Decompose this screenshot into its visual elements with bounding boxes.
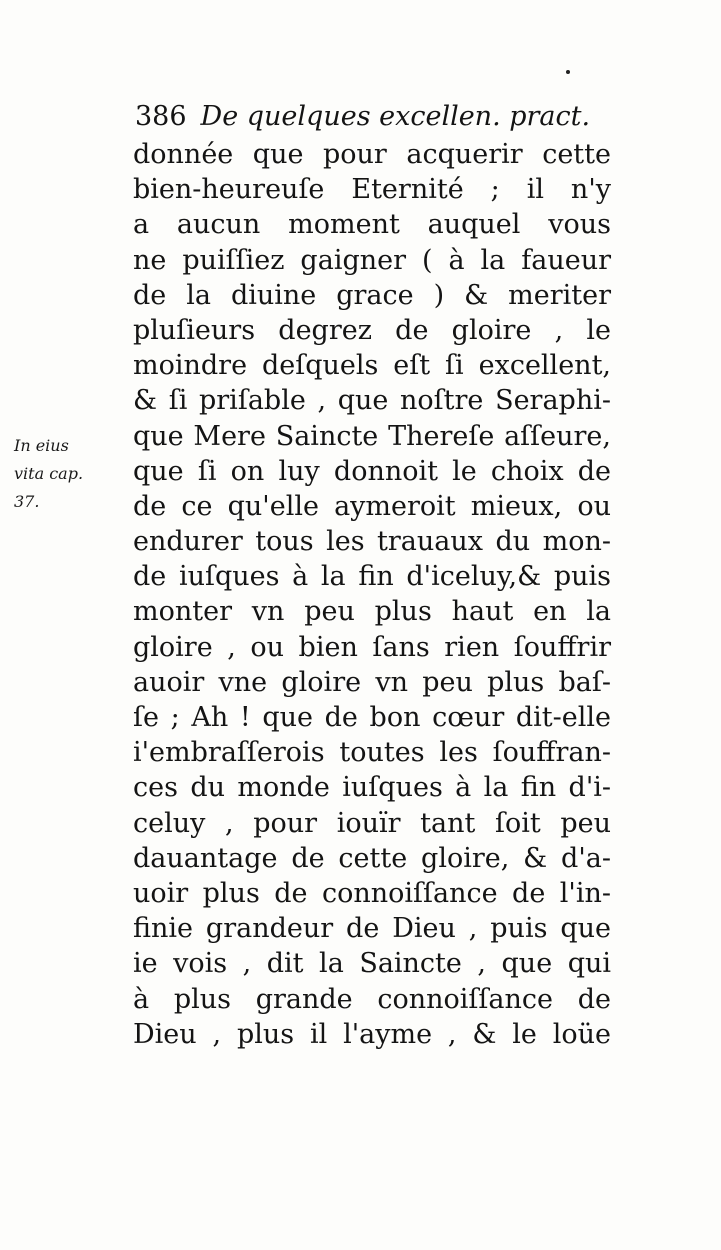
text-line: que ſi on luy donnoit le choix de xyxy=(133,455,611,487)
margin-note-line: In eius xyxy=(14,436,69,455)
page-number: 386 xyxy=(135,101,187,132)
text-line: que Mere Saincte Thereſe aſſeure, xyxy=(133,420,611,452)
margin-note-line: vita cap. xyxy=(14,464,84,483)
text-line: ie vois , dit la Saincte , que qui xyxy=(133,948,611,980)
text-line: gloire , ou bien ſans rien ſouffrir xyxy=(133,631,611,663)
text-line: & ſi priſable , que noſtre Seraphi- xyxy=(133,385,611,417)
text-line: donnée que pour acquerir cette xyxy=(133,139,611,170)
text-line: auoir vne gloire vn peu plus baſ- xyxy=(133,666,611,698)
text-line: i'embraſſerois toutes les ſouffran- xyxy=(133,737,611,769)
text-line: pluſieurs degrez de gloire , le xyxy=(133,314,611,346)
margin-note xyxy=(14,432,124,516)
text-line: de iuſques à la fin d'iceluy,& puis xyxy=(133,561,611,593)
margin-note-line: 37. xyxy=(14,492,40,511)
text-line: Dieu , plus il l'ayme , & le loüe xyxy=(133,1018,611,1050)
running-header xyxy=(135,100,605,134)
text-line: a aucun moment auquel vous xyxy=(133,209,611,241)
body-text xyxy=(133,137,611,1052)
text-line: endurer tous les trauaux du mon- xyxy=(133,526,611,558)
text-line: ſe ; Ah ! que de bon cœur dit-elle xyxy=(133,702,611,733)
text-line: finie grandeur de Dieu , puis que xyxy=(133,913,611,945)
text-line: dauantage de cette gloire, & d'a- xyxy=(133,842,611,874)
text-line: de ce qu'elle aymeroit mieux, ou xyxy=(133,490,611,522)
text-line: ces du monde iuſques à la fin d'i- xyxy=(133,772,611,804)
text-line: à plus grande connoiſſance de xyxy=(133,983,611,1015)
text-line: de la diuine grace ) & meriter xyxy=(133,279,611,311)
text-line: celuy , pour iouïr tant ſoit peu xyxy=(133,807,611,839)
text-line: uoir plus de connoiſſance de l'in- xyxy=(133,877,611,909)
text-line: moindre deſquels eſt ſi excellent, xyxy=(133,350,611,382)
ink-speck xyxy=(566,70,570,74)
text-line: bien-heureuſe Eternité ; il n'y xyxy=(133,174,611,206)
text-line: ne puiſſiez gaigner ( à la faueur xyxy=(133,244,611,276)
text-line: monter vn peu plus haut en la xyxy=(133,596,611,628)
running-title: De quelques excellen. pract. xyxy=(200,101,591,132)
